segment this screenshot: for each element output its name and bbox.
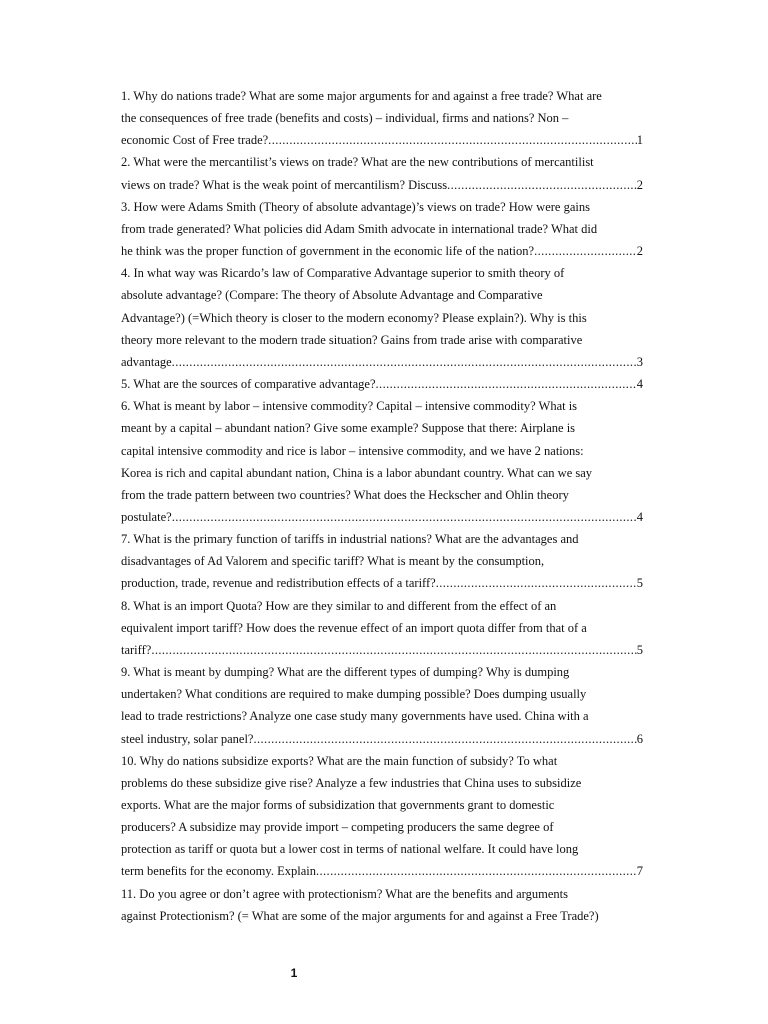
toc-line: views on trade? What is the weak point of mercantilism? Discuss: [121, 177, 448, 192]
toc-line: from the trade pattern between two countries? What does the Heckscher and Ohlin theory: [121, 487, 569, 502]
toc-last-line: [121, 728, 643, 750]
toc-line: 2. What were the mercantilist’s views on trade? What are the new contributions of mercantilist: [121, 155, 594, 170]
dot-leader: [534, 240, 637, 262]
toc-page-number: 2: [636, 244, 643, 259]
page-number: 1: [290, 966, 298, 980]
toc-line: undertaken? What conditions are required to make dumping possible? Does dumping usually: [121, 687, 587, 702]
toc-line: 9. What is meant by dumping? What are the different types of dumping? Why is dumping: [121, 665, 570, 680]
toc-page-number: 7: [636, 864, 643, 879]
toc-page-number: 2: [636, 177, 643, 192]
toc-entry-2[interactable]: [121, 151, 643, 195]
toc-line: theory more relevant to the modern trade situation? Gains from trade arise with comparative: [121, 332, 583, 347]
toc-line: equivalent import tariff? How does the revenue effect of an import quota differ from that of a: [121, 620, 587, 635]
toc-last-line: [121, 572, 643, 594]
toc-line: from trade generated? What policies did Adam Smith advocate in international trade? What did: [121, 221, 598, 236]
toc-last-line: [121, 129, 643, 151]
toc-page-number: 4: [636, 377, 643, 392]
toc-last-line: [121, 240, 643, 262]
toc-line: 1. Why do nations trade? What are some major arguments for and against a free trade? What are: [121, 89, 602, 103]
toc-line: 3. How were Adams Smith (Theory of absolute advantage)’s views on trade? How were gains: [121, 199, 590, 214]
toc-entry-7[interactable]: [121, 528, 643, 594]
toc-entry-5[interactable]: [121, 373, 643, 395]
toc-entry-11[interactable]: [121, 883, 643, 927]
toc-line: 7. What is the primary function of tariffs in industrial nations? What are the advantages and: [121, 532, 579, 547]
toc-line: Advantage?) (=Which theory is closer to the modern economy? Please explain?). Why is this: [121, 310, 587, 325]
toc-line: advantage: [121, 354, 172, 369]
dot-leader: [316, 860, 637, 882]
toc-line: lead to trade restrictions? Analyze one case study many governments have used. China with a: [121, 709, 589, 724]
toc-entry-4[interactable]: [121, 262, 643, 373]
toc-last-line: [121, 174, 643, 196]
toc-line: problems do these subsidize give rise? Analyze a few industries that China uses to subsidize: [121, 775, 582, 790]
toc-last-line: [121, 639, 643, 661]
dot-leader: [447, 174, 637, 196]
toc-line: term benefits for the economy. Explain: [121, 864, 316, 879]
toc-entry-8[interactable]: [121, 595, 643, 661]
toc-line: tariff?: [121, 642, 152, 657]
toc-page-number: 3: [636, 354, 643, 369]
toc-line: disadvantages of Ad Valorem and specific tariff? What is meant by the consumption,: [121, 554, 545, 569]
dot-leader: [268, 129, 637, 151]
toc-line: economic Cost of Free trade?: [121, 133, 269, 148]
toc-line: 10. Why do nations subsidize exports? What are the main function of subsidy? To what: [121, 753, 558, 768]
toc-last-line: [121, 373, 643, 395]
toc-line: capital intensive commodity and rice is labor – intensive commodity, and we have 2 nations:: [121, 443, 584, 458]
toc-page-number: 5: [636, 642, 643, 657]
toc-line: exports. What are the major forms of subsidization that governments grant to domestic: [121, 798, 555, 812]
toc-page-number: 1: [636, 133, 643, 148]
toc-last-line: [121, 351, 643, 373]
toc-line: 11. Do you agree or don’t agree with protectionism? What are the benefits and arguments: [121, 886, 568, 901]
toc-line: 6. What is meant by labor – intensive commodity? Capital – intensive commodity? What is: [121, 399, 578, 414]
toc-line: production, trade, revenue and redistribution effects of a tariff?: [121, 576, 436, 591]
toc-page-number: 6: [636, 731, 643, 746]
toc-line: 4. In what way was Ricardo’s law of Comparative Advantage superior to smith theory of: [121, 266, 565, 281]
toc-entry-6[interactable]: [121, 395, 643, 528]
toc-line: Korea is rich and capital abundant nation, China is a labor abundant country. What can we say: [121, 465, 593, 480]
dot-leader: [376, 373, 637, 395]
toc-entry-10[interactable]: [121, 750, 643, 883]
dot-leader: [253, 728, 636, 750]
dot-leader: [172, 506, 637, 528]
toc-entry-3[interactable]: [121, 196, 643, 262]
toc-page-number: 5: [636, 576, 643, 591]
toc-page-number: 4: [636, 509, 643, 524]
toc-line: 8. What is an import Quota? How are they similar to and different from the effect of an: [121, 598, 557, 613]
toc-line: steel industry, solar panel?: [121, 731, 254, 746]
toc-line: postulate?: [121, 509, 172, 524]
toc-line: against Protectionism? (= What are some of the major arguments for and against a Free Trade?): [121, 908, 599, 923]
toc-line: the consequences of free trade (benefits and costs) – individual, firms and nations? Non –: [121, 111, 569, 126]
toc-line: he think was the proper function of government in the economic life of the nation?: [121, 244, 535, 259]
table-of-contents: [121, 85, 643, 927]
toc-last-line: [121, 506, 643, 528]
dot-leader: [436, 572, 637, 594]
toc-entry-1[interactable]: [121, 85, 643, 151]
toc-line: absolute advantage? (Compare: The theory of Absolute Advantage and Comparative: [121, 288, 543, 303]
toc-entry-9[interactable]: [121, 661, 643, 750]
toc-line: protection as tariff or quota but a lower cost in terms of national welfare. It could have long: [121, 842, 579, 857]
toc-line: producers? A subsidize may provide import – competing producers the same degree of: [121, 820, 554, 835]
toc-line: 5. What are the sources of comparative advantage?: [121, 377, 376, 392]
toc-last-line: [121, 860, 643, 882]
dot-leader: [172, 351, 637, 373]
toc-line: meant by a capital – abundant nation? Give some example? Suppose that there: Airplane is: [121, 421, 576, 436]
dot-leader: [151, 639, 636, 661]
